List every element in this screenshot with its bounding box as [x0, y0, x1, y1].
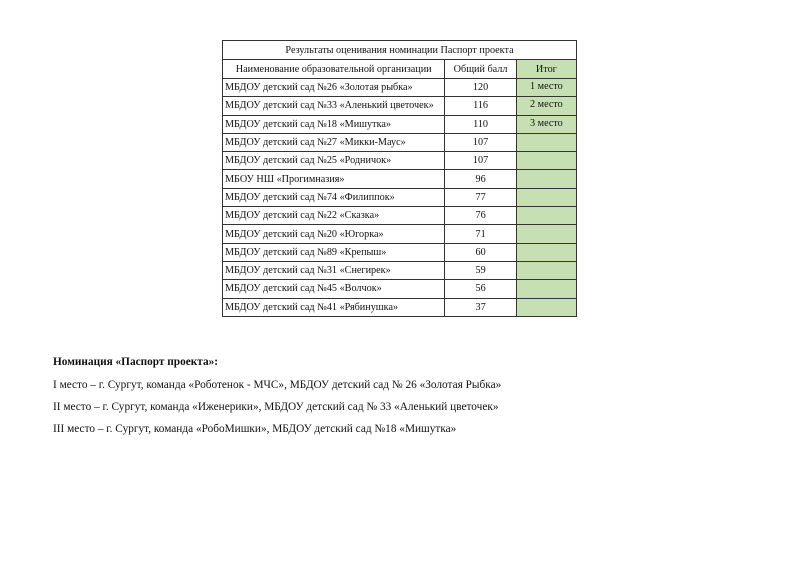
- organization-name-cell: МБДОУ детский сад №27 «Микки-Маус»: [223, 133, 445, 151]
- result-cell: [516, 243, 576, 261]
- result-cell: [516, 170, 576, 188]
- header-total-score: Общий балл: [445, 60, 516, 79]
- score-cell: 56: [445, 280, 516, 298]
- organization-name-cell: МБДОУ детский сад №18 «Мишутка»: [223, 115, 445, 133]
- organization-name-cell: МБОУ НШ «Прогимназия»: [223, 170, 445, 188]
- result-cell: [516, 225, 576, 243]
- score-cell: 116: [445, 97, 516, 115]
- summary-line-first-place: I место – г. Сургут, команда «Роботенок - МЧС», МБДОУ детский сад № 26 «Золотая Рыбка»: [53, 379, 502, 391]
- score-cell: 96: [445, 170, 516, 188]
- result-cell: 3 место: [516, 115, 576, 133]
- table-row: [223, 170, 577, 188]
- table-row: [223, 207, 577, 225]
- organization-name-cell: МБДОУ детский сад №26 «Золотая рыбка»: [223, 79, 445, 97]
- table-title-row: [223, 41, 577, 60]
- score-cell: 110: [445, 115, 516, 133]
- header-organization: Наименование образовательной организации: [223, 60, 445, 79]
- table-row: [223, 97, 577, 115]
- score-cell: 59: [445, 261, 516, 279]
- summary-line-third-place: III место – г. Сургут, команда «РобоМишки», МБДОУ детский сад №18 «Мишутка»: [53, 423, 457, 435]
- table-title: Результаты оценивания номинации Паспорт проекта: [223, 41, 577, 60]
- result-cell: [516, 298, 576, 316]
- table-row: [223, 261, 577, 279]
- score-cell: 71: [445, 225, 516, 243]
- result-cell: [516, 207, 576, 225]
- header-result: Итог: [516, 60, 576, 79]
- table-row: [223, 79, 577, 97]
- score-cell: 37: [445, 298, 516, 316]
- result-cell: [516, 188, 576, 206]
- table-row: [223, 152, 577, 170]
- score-cell: 60: [445, 243, 516, 261]
- result-cell: 1 место: [516, 79, 576, 97]
- organization-name-cell: МБДОУ детский сад №45 «Волчок»: [223, 280, 445, 298]
- score-cell: 77: [445, 188, 516, 206]
- table-row: [223, 188, 577, 206]
- score-cell: 76: [445, 207, 516, 225]
- result-cell: [516, 261, 576, 279]
- table-row: [223, 298, 577, 316]
- organization-name-cell: МБДОУ детский сад №41 «Рябинушка»: [223, 298, 445, 316]
- nomination-summary: [53, 355, 501, 444]
- table-row: [223, 280, 577, 298]
- score-cell: 107: [445, 152, 516, 170]
- organization-name-cell: МБДОУ детский сад №74 «Филиппок»: [223, 188, 445, 206]
- score-cell: 107: [445, 133, 516, 151]
- organization-name-cell: МБДОУ детский сад №20 «Югорка»: [223, 225, 445, 243]
- table-row: [223, 243, 577, 261]
- result-cell: 2 место: [516, 97, 576, 115]
- summary-line-second-place: II место – г. Сургут, команда «Иженерики», МБДОУ детский сад № 33 «Аленький цветочек»: [53, 401, 499, 413]
- table-row: [223, 225, 577, 243]
- table-row: [223, 133, 577, 151]
- organization-name-cell: МБДОУ детский сад №31 «Снегирек»: [223, 261, 445, 279]
- results-table: [222, 40, 577, 317]
- organization-name-cell: МБДОУ детский сад №33 «Аленький цветочек»: [223, 97, 445, 115]
- result-cell: [516, 133, 576, 151]
- organization-name-cell: МБДОУ детский сад №89 «Крепыш»: [223, 243, 445, 261]
- organization-name-cell: МБДОУ детский сад №25 «Родничок»: [223, 152, 445, 170]
- table-header-row: [223, 60, 577, 79]
- score-cell: 120: [445, 79, 516, 97]
- result-cell: [516, 280, 576, 298]
- result-cell: [516, 152, 576, 170]
- summary-heading: Номинация «Паспорт проекта»:: [53, 356, 219, 368]
- organization-name-cell: МБДОУ детский сад №22 «Сказка»: [223, 207, 445, 225]
- table-row: [223, 115, 577, 133]
